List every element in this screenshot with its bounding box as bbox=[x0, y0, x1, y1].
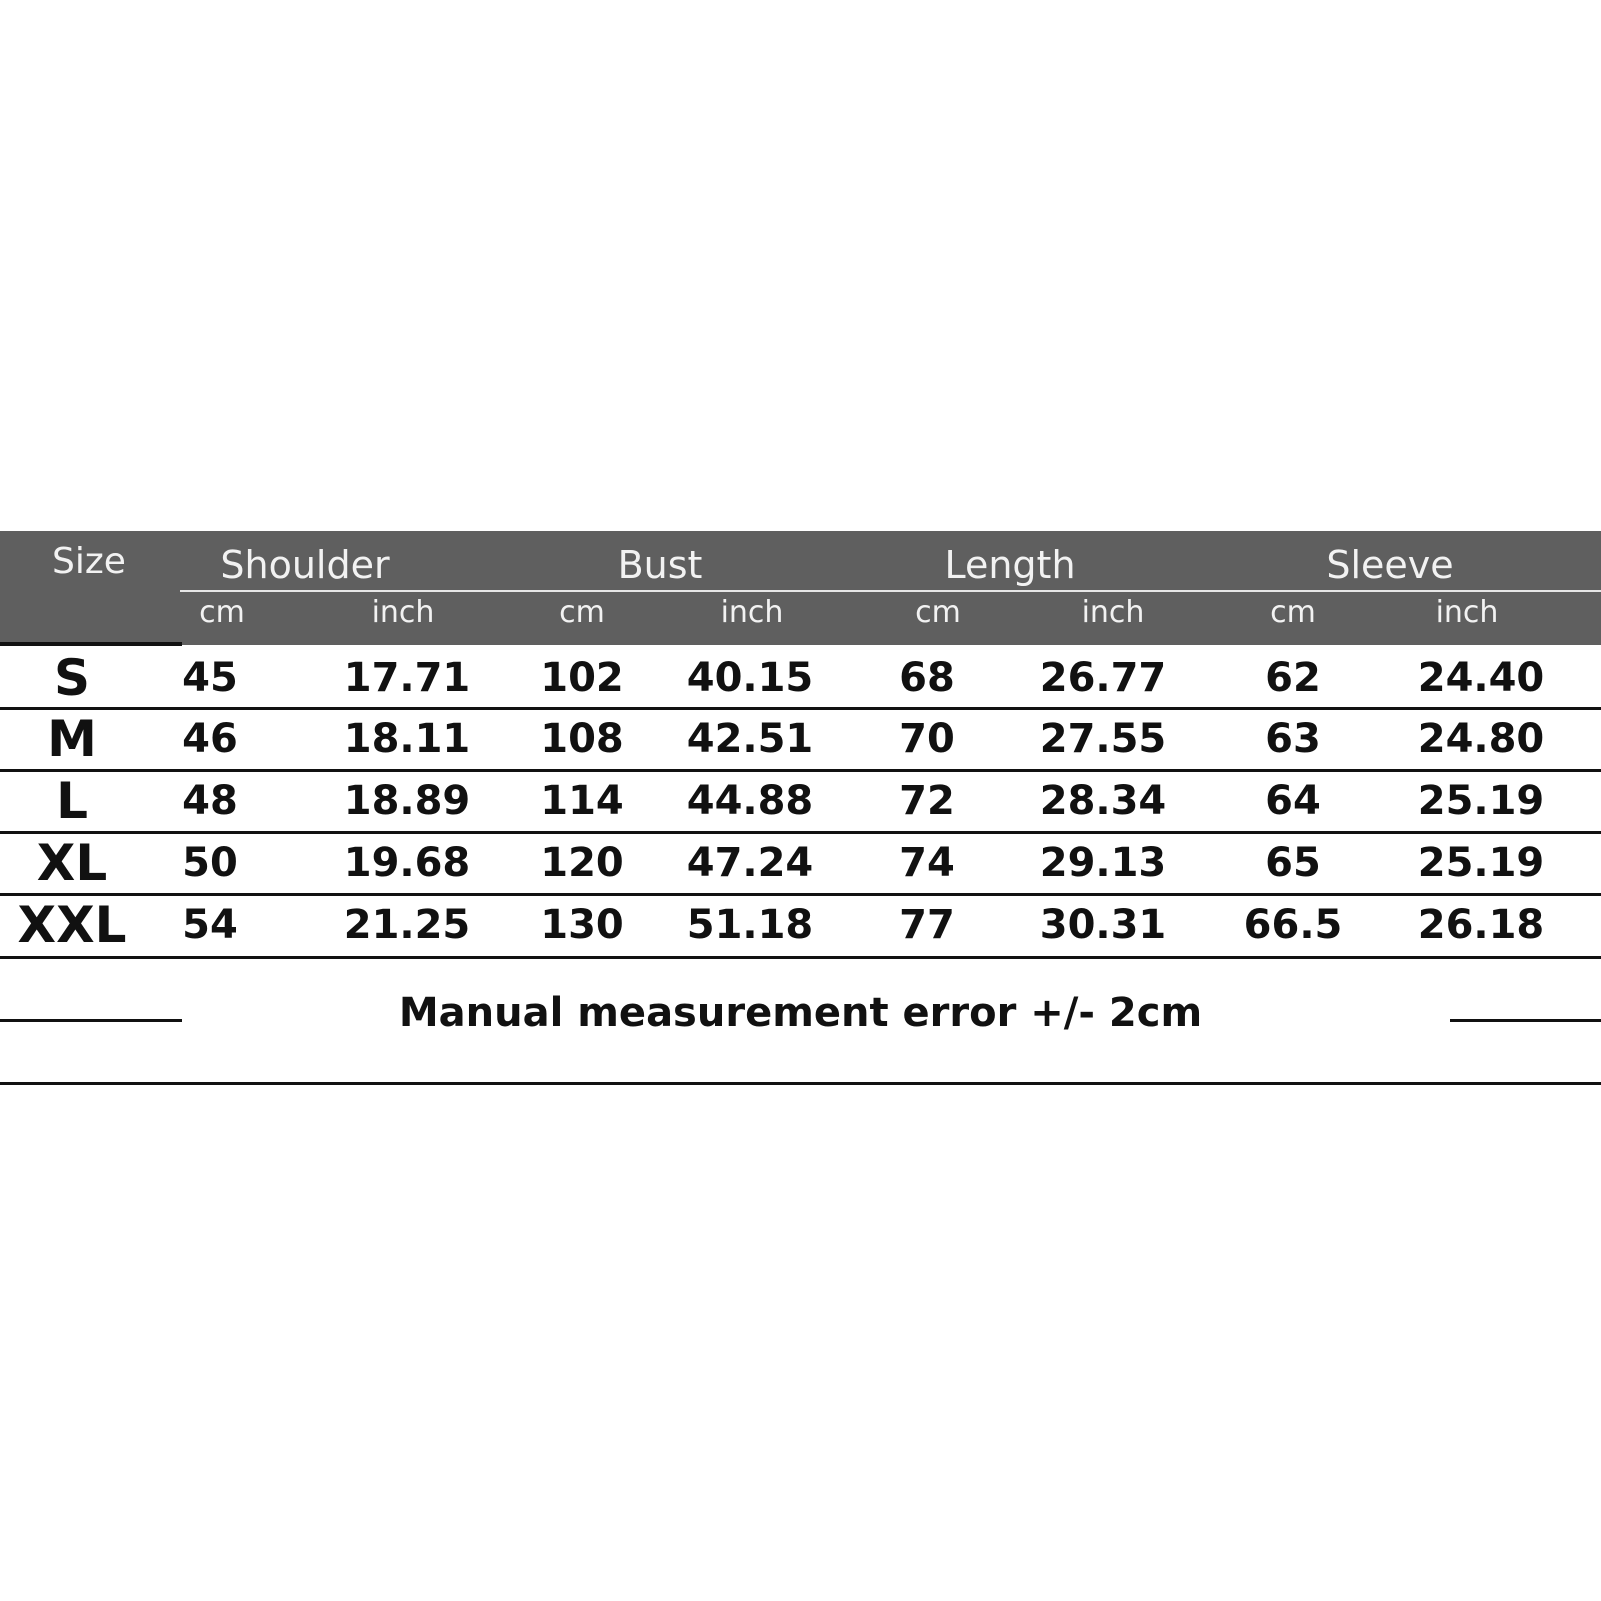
sleeve-inch-value: 26.18 bbox=[1417, 902, 1545, 948]
shoulder-header: Shoulder bbox=[220, 543, 390, 587]
header-divider bbox=[180, 590, 1601, 592]
length-cm-value: 70 bbox=[899, 716, 955, 762]
sleeve-inch-value: 24.80 bbox=[1417, 716, 1545, 762]
length-inch-value: 27.55 bbox=[1039, 716, 1167, 762]
length-inch-value: 28.34 bbox=[1039, 778, 1167, 824]
bottom-rule bbox=[0, 1082, 1601, 1085]
size-column-header: Size bbox=[52, 541, 126, 582]
length-header: Length bbox=[944, 543, 1076, 587]
shoulder-inch-value: 18.89 bbox=[343, 778, 471, 824]
sleeve-cm-value: 63 bbox=[1265, 716, 1321, 762]
table-header bbox=[0, 531, 1601, 645]
sleeve-cm-value: 66.5 bbox=[1243, 902, 1343, 948]
table-row bbox=[0, 771, 1601, 831]
length-cm-value: 68 bbox=[899, 655, 955, 701]
shoulder-inch-value: 18.11 bbox=[343, 716, 471, 762]
length-inch-value: 29.13 bbox=[1039, 840, 1167, 886]
bust-cm-value: 114 bbox=[540, 778, 624, 824]
bust-inch-header: inch bbox=[720, 595, 784, 630]
bust-cm-value: 108 bbox=[540, 716, 624, 762]
length-inch-header: inch bbox=[1081, 595, 1145, 630]
sleeve-header: Sleeve bbox=[1326, 543, 1454, 587]
shoulder-inch-value: 21.25 bbox=[343, 902, 471, 948]
shoulder-inch-value: 17.71 bbox=[343, 655, 471, 701]
length-cm-value: 72 bbox=[899, 778, 955, 824]
size-label: M bbox=[47, 710, 97, 768]
length-cm-header: cm bbox=[915, 595, 961, 630]
shoulder-cm-value: 50 bbox=[182, 840, 238, 886]
bust-inch-value: 47.24 bbox=[686, 840, 814, 886]
shoulder-inch-header: inch bbox=[371, 595, 435, 630]
row-divider bbox=[0, 956, 1601, 959]
size-header-underline bbox=[0, 642, 182, 646]
length-inch-value: 30.31 bbox=[1039, 902, 1167, 948]
sleeve-cm-header: cm bbox=[1270, 595, 1316, 630]
shoulder-cm-value: 54 bbox=[182, 902, 238, 948]
bust-cm-value: 102 bbox=[540, 655, 624, 701]
size-label: XL bbox=[36, 834, 108, 892]
sleeve-cm-value: 64 bbox=[1265, 778, 1321, 824]
table-row bbox=[0, 833, 1601, 893]
bust-inch-value: 40.15 bbox=[686, 655, 814, 701]
shoulder-inch-value: 19.68 bbox=[343, 840, 471, 886]
length-cm-value: 77 bbox=[899, 902, 955, 948]
table-row bbox=[0, 709, 1601, 769]
table-row bbox=[0, 895, 1601, 955]
sleeve-inch-value: 24.40 bbox=[1417, 655, 1545, 701]
length-inch-value: 26.77 bbox=[1039, 655, 1167, 701]
bust-inch-value: 42.51 bbox=[686, 716, 814, 762]
size-label: S bbox=[53, 649, 91, 707]
sleeve-cm-value: 65 bbox=[1265, 840, 1321, 886]
length-cm-value: 74 bbox=[899, 840, 955, 886]
size-label: L bbox=[56, 772, 88, 830]
bust-cm-value: 120 bbox=[540, 840, 624, 886]
footnote-right-rule bbox=[1450, 1019, 1601, 1022]
shoulder-cm-value: 48 bbox=[182, 778, 238, 824]
size-label: XXL bbox=[17, 896, 127, 954]
sleeve-cm-value: 62 bbox=[1265, 655, 1321, 701]
sleeve-inch-value: 25.19 bbox=[1417, 840, 1545, 886]
sleeve-inch-value: 25.19 bbox=[1417, 778, 1545, 824]
bust-cm-value: 130 bbox=[540, 902, 624, 948]
bust-inch-value: 44.88 bbox=[686, 778, 814, 824]
bust-header: Bust bbox=[617, 543, 703, 587]
shoulder-cm-value: 45 bbox=[182, 655, 238, 701]
measurement-note: Manual measurement error +/- 2cm bbox=[398, 990, 1203, 1036]
sleeve-inch-header: inch bbox=[1435, 595, 1499, 630]
table-row bbox=[0, 648, 1601, 708]
bust-cm-header: cm bbox=[559, 595, 605, 630]
shoulder-cm-value: 46 bbox=[182, 716, 238, 762]
shoulder-cm-header: cm bbox=[199, 595, 245, 630]
bust-inch-value: 51.18 bbox=[686, 902, 814, 948]
